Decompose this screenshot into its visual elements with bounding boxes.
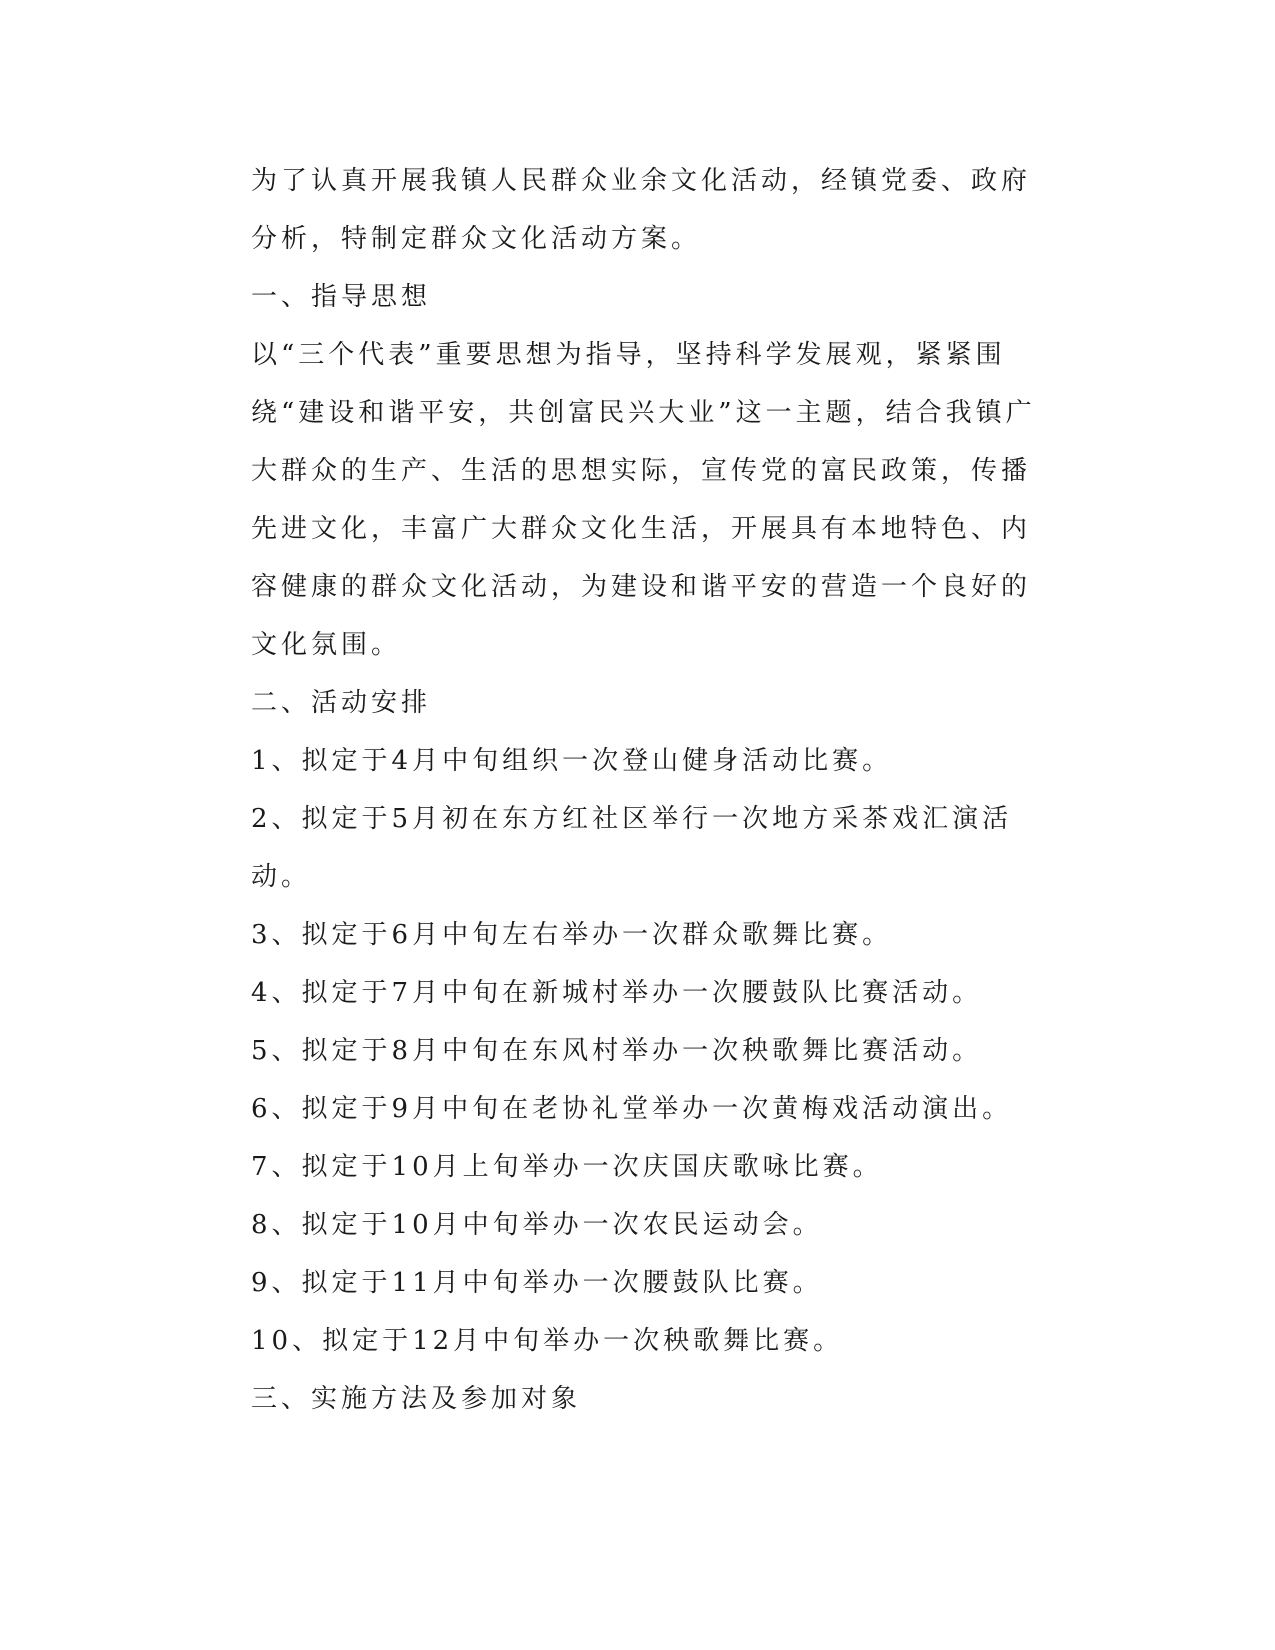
document-body: [181, 152, 1041, 1428]
list-item: 5、拟定于8月中旬在东风村举办一次秧歌舞比赛活动。: [251, 1036, 983, 1066]
section-heading-activity-schedule: 二、活动安排: [251, 688, 432, 718]
list-item: 3、拟定于6月中旬左右举办一次群众歌舞比赛。: [251, 920, 893, 950]
list-item: 7、拟定于10月上旬举办一次庆国庆歌咏比赛。: [251, 1152, 883, 1182]
list-item: 2、拟定于5月初在东方红社区举行一次地方采茶戏汇演活动。: [251, 804, 1013, 892]
list-item: 8、拟定于10月中旬举办一次农民运动会。: [251, 1210, 823, 1240]
list-item: 6、拟定于9月中旬在老协礼堂举办一次黄梅戏活动演出。: [251, 1094, 1013, 1124]
section-heading-guiding-thought: 一、指导思想: [251, 282, 432, 312]
guiding-thought-paragraph: 以“三个代表”重要思想为指导，坚持科学发展观，紧紧围绕“建设和谐平安，共创富民兴大业”这一主题，结合我镇广大群众的生产、生活的思想实际，宣传党的富民政策，传播先进文化，丰富广大群众文化生活，开展具有本地特色、内容健康的群众文化活动，为建设和谐平安的营造一个良好的文化氛围。: [251, 340, 1036, 660]
list-item: 9、拟定于11月中旬举办一次腰鼓队比赛。: [251, 1268, 823, 1298]
list-item: 1、拟定于4月中旬组织一次登山健身活动比赛。: [251, 746, 893, 776]
section-heading-implementation: 三、实施方法及参加对象: [251, 1384, 582, 1414]
list-item: 4、拟定于7月中旬在新城村举办一次腰鼓队比赛活动。: [251, 978, 983, 1008]
list-item: 10、拟定于12月中旬举办一次秧歌舞比赛。: [251, 1326, 844, 1356]
intro-paragraph: 为了认真开展我镇人民群众业余文化活动，经镇党委、政府分析，特制定群众文化活动方案。: [251, 166, 1032, 254]
